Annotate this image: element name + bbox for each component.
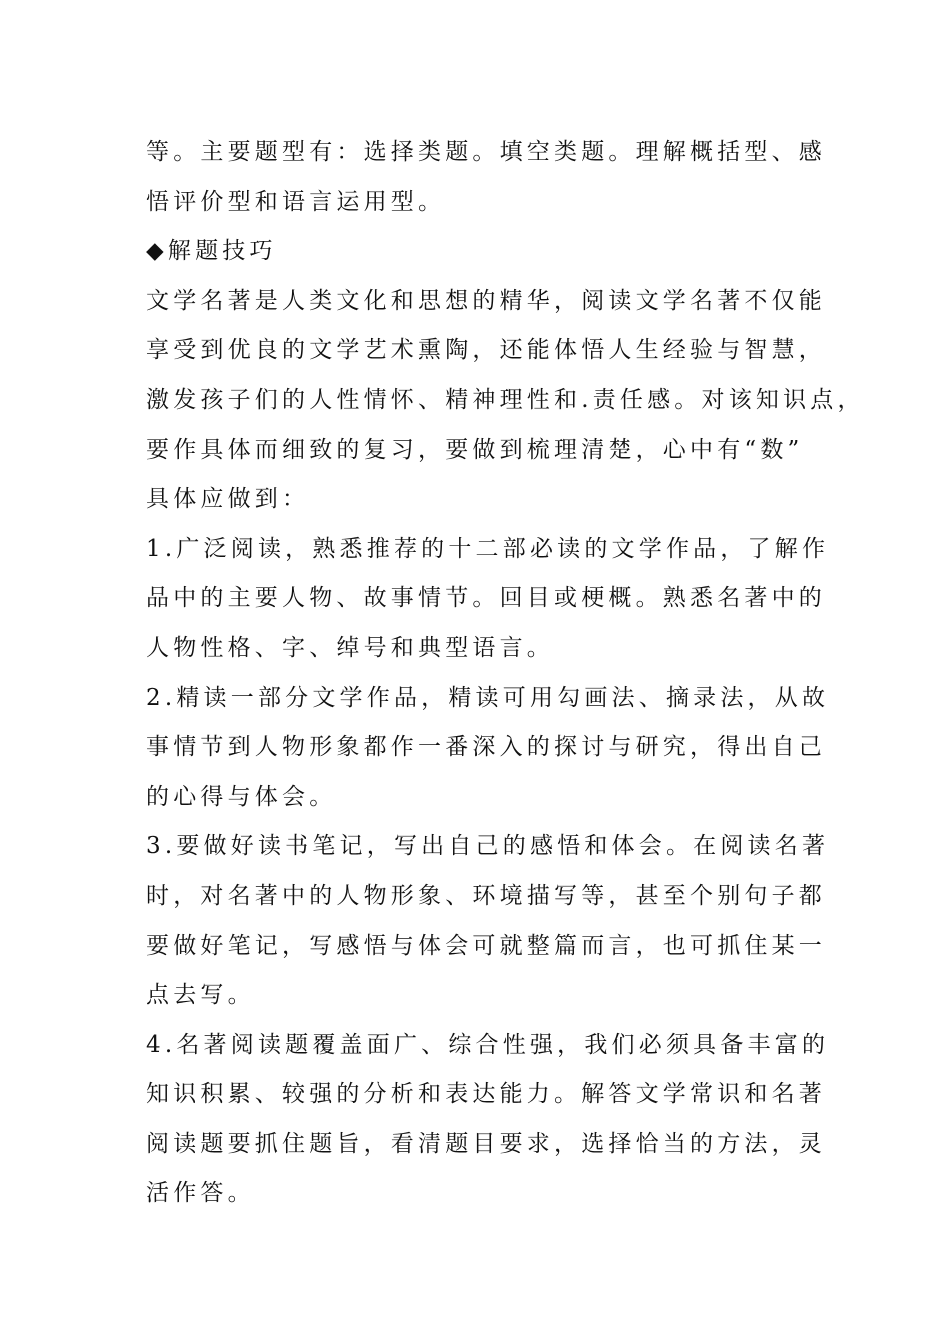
list-item-4-line: 阅读题要抓住题旨，看清题目要求，选择恰当的方法，灵 [146, 1130, 826, 1157]
text-line: 要作具体而细致的复习，要做到梳理清楚，心中有“数” [146, 436, 804, 463]
list-item-1-line: 人物性格、字、绰号和典型语言。 [146, 634, 554, 661]
list-item-4-line: 活作答。 [146, 1180, 255, 1207]
document-body [146, 128, 865, 1219]
list-item-2-line: 事情节到人物形象都作一番深入的探讨与研究，得出自己 [146, 734, 826, 761]
list-item-1-line: 品中的主要人物、故事情节。回目或梗概。熟悉名著中的 [146, 585, 826, 612]
list-item-2-line: 2.精读一部分文学作品，精读可用勾画法、摘录法，从故 [146, 684, 830, 711]
list-item-3-line: 点去写。 [146, 982, 255, 1009]
text-line: 激发孩子们的人性情怀、精神理性和.责任感。对该知识点， [146, 386, 865, 413]
list-item-3-line: 时，对名著中的人物形象、环境描写等，甚至个别句子都 [146, 882, 826, 909]
list-item-4-line: 4.名著阅读题覆盖面广、综合性强，我们必须具备丰富的 [146, 1031, 830, 1058]
section-heading: ◆解题技巧 [146, 238, 277, 265]
text-line: 悟评价型和语言运用型。 [146, 188, 446, 215]
text-line: 等。主要题型有：选择类题。填空类题。理解概括型、感 [146, 139, 826, 165]
list-item-1-line: 1.广泛阅读，熟悉推荐的十二部必读的文学作品，了解作 [146, 535, 830, 562]
text-line: 具体应做到： [146, 486, 310, 513]
list-item-2-line: 的心得与体会。 [146, 783, 337, 810]
text-line: 文学名著是人类文化和思想的精华，阅读文学名著不仅能 [146, 287, 826, 314]
list-item-3-line: 3.要做好读书笔记，写出自己的感悟和体会。在阅读名著 [146, 833, 830, 860]
text-line: 享受到优良的文学艺术熏陶，还能体悟人生经验与智慧， [146, 337, 826, 364]
list-item-4-line: 知识积累、较强的分析和表达能力。解答文学常识和名著 [146, 1081, 826, 1108]
list-item-3-line: 要做好笔记，写感悟与体会可就整篇而言，也可抓住某一 [146, 932, 826, 959]
